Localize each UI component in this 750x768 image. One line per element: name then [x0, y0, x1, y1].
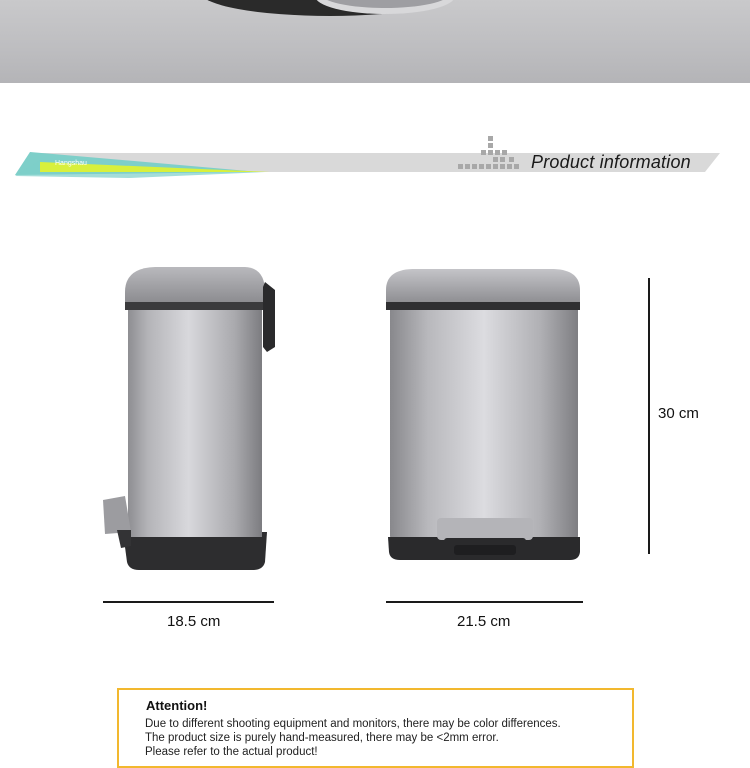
bin-front-view [382, 262, 587, 572]
brand-label: Hangshau [55, 160, 87, 167]
section-title: Product information [531, 152, 691, 172]
attention-notice [117, 688, 634, 768]
notice-line-2: The product size is purely hand-measured, there may be <2mm error. [145, 732, 499, 744]
front-width-line [386, 601, 583, 603]
side-width-label: 18.5 cm [167, 613, 221, 630]
notice-line-3: Please refer to the actual product! [145, 746, 318, 758]
pixel-blocks-icon [458, 136, 519, 169]
height-label: 30 cm [658, 405, 699, 422]
height-line [648, 278, 650, 554]
top-product-photo [0, 0, 750, 83]
notice-title: Attention! [146, 698, 208, 713]
section-header [0, 130, 750, 182]
side-width-line [103, 601, 274, 603]
bin-lid-photo [0, 0, 750, 83]
front-width-label: 21.5 cm [457, 613, 511, 630]
bin-side-view [95, 262, 280, 582]
notice-line-1: Due to different shooting equipment and monitors, there may be color differences. [145, 718, 561, 730]
